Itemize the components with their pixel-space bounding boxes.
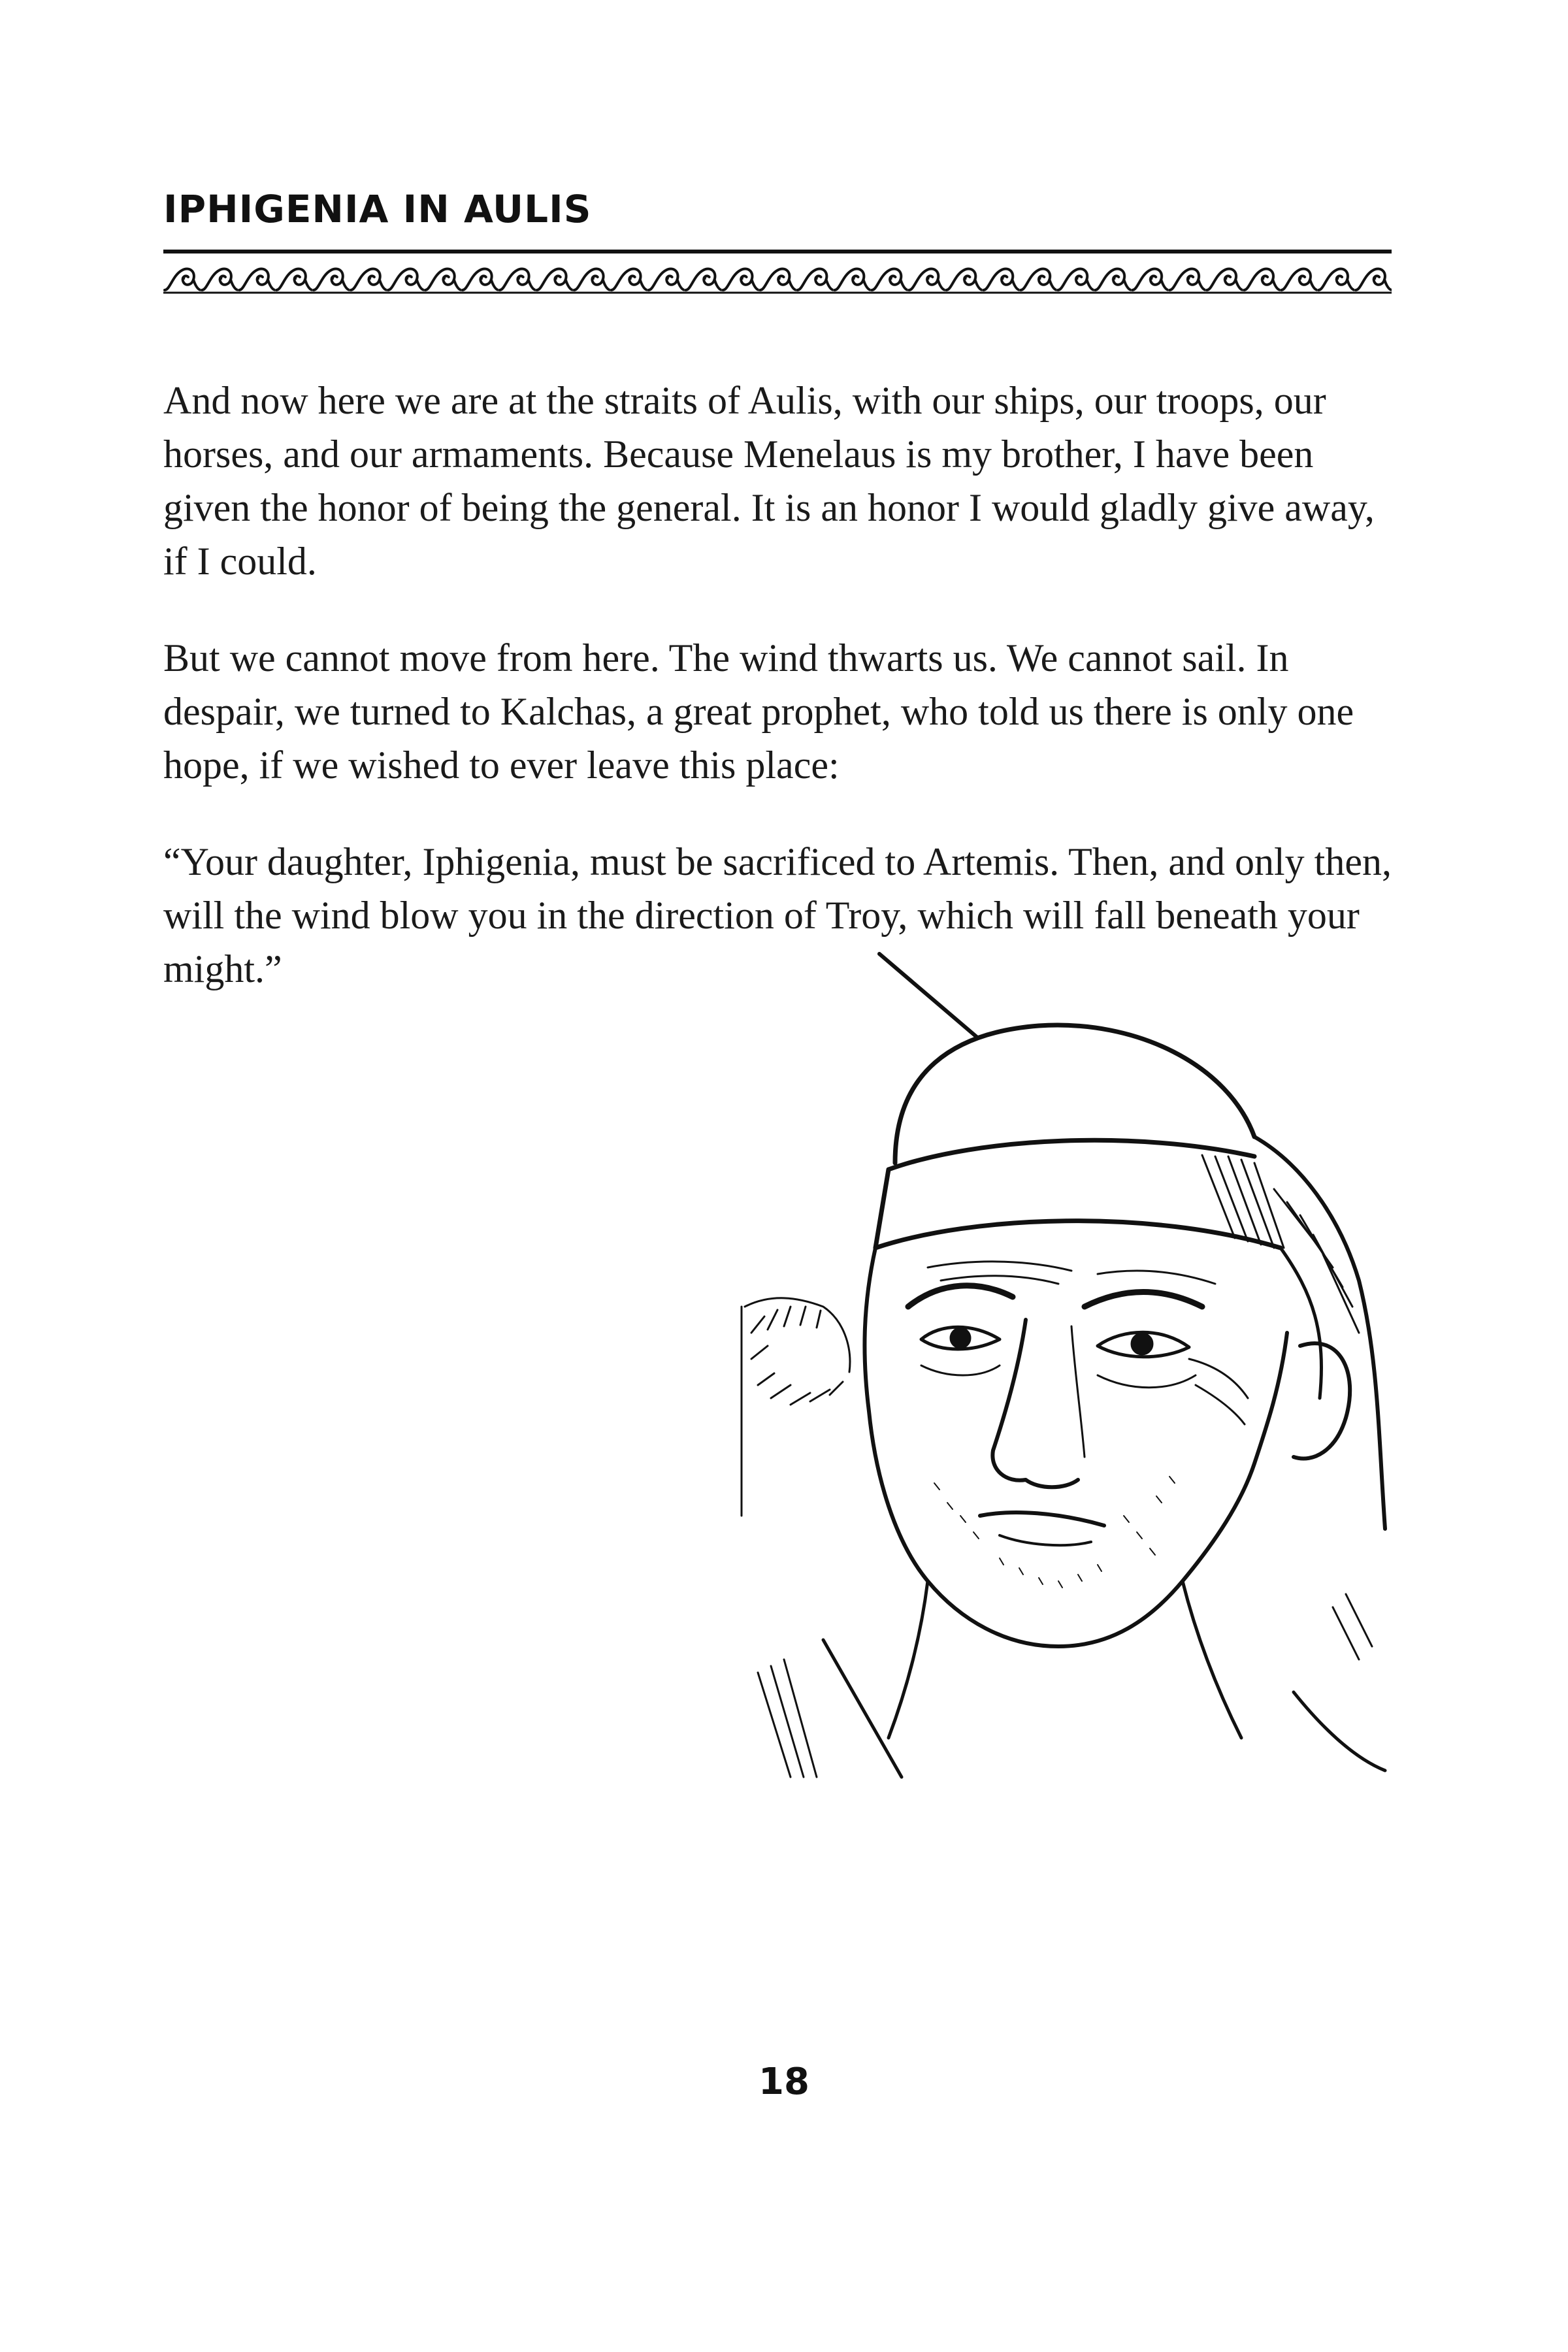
paragraph-aulis: And now here we are at the straits of Aulis, with our ships, our troops, our horses, and our armaments. Because Menelaus is my brother, I have been given the honor of being the general. It is an honor I would gladly give away, if I could. <box>163 379 1375 583</box>
paragraph-prophecy-quote: “Your daughter, Iphigenia, must be sacrificed to Artemis. Then, and only then, will the wind blow you in the direction of Troy, which will fall beneath your might.” <box>163 840 1392 990</box>
running-head-title: IPHIGENIA IN AULIS <box>163 187 592 231</box>
prophet-kalchas-portrait-icon <box>732 941 1392 1784</box>
header-rule <box>163 250 1392 253</box>
paragraph-kalchas: But we cannot move from here. The wind thwarts us. We cannot sail. In despair, we turned to Kalchas, a great prophet, who told us there is only one hope, if we wished to ever leave this place: <box>163 636 1354 787</box>
greek-wave-border-icon <box>163 256 1392 302</box>
page-number: 18 <box>759 2061 809 2103</box>
